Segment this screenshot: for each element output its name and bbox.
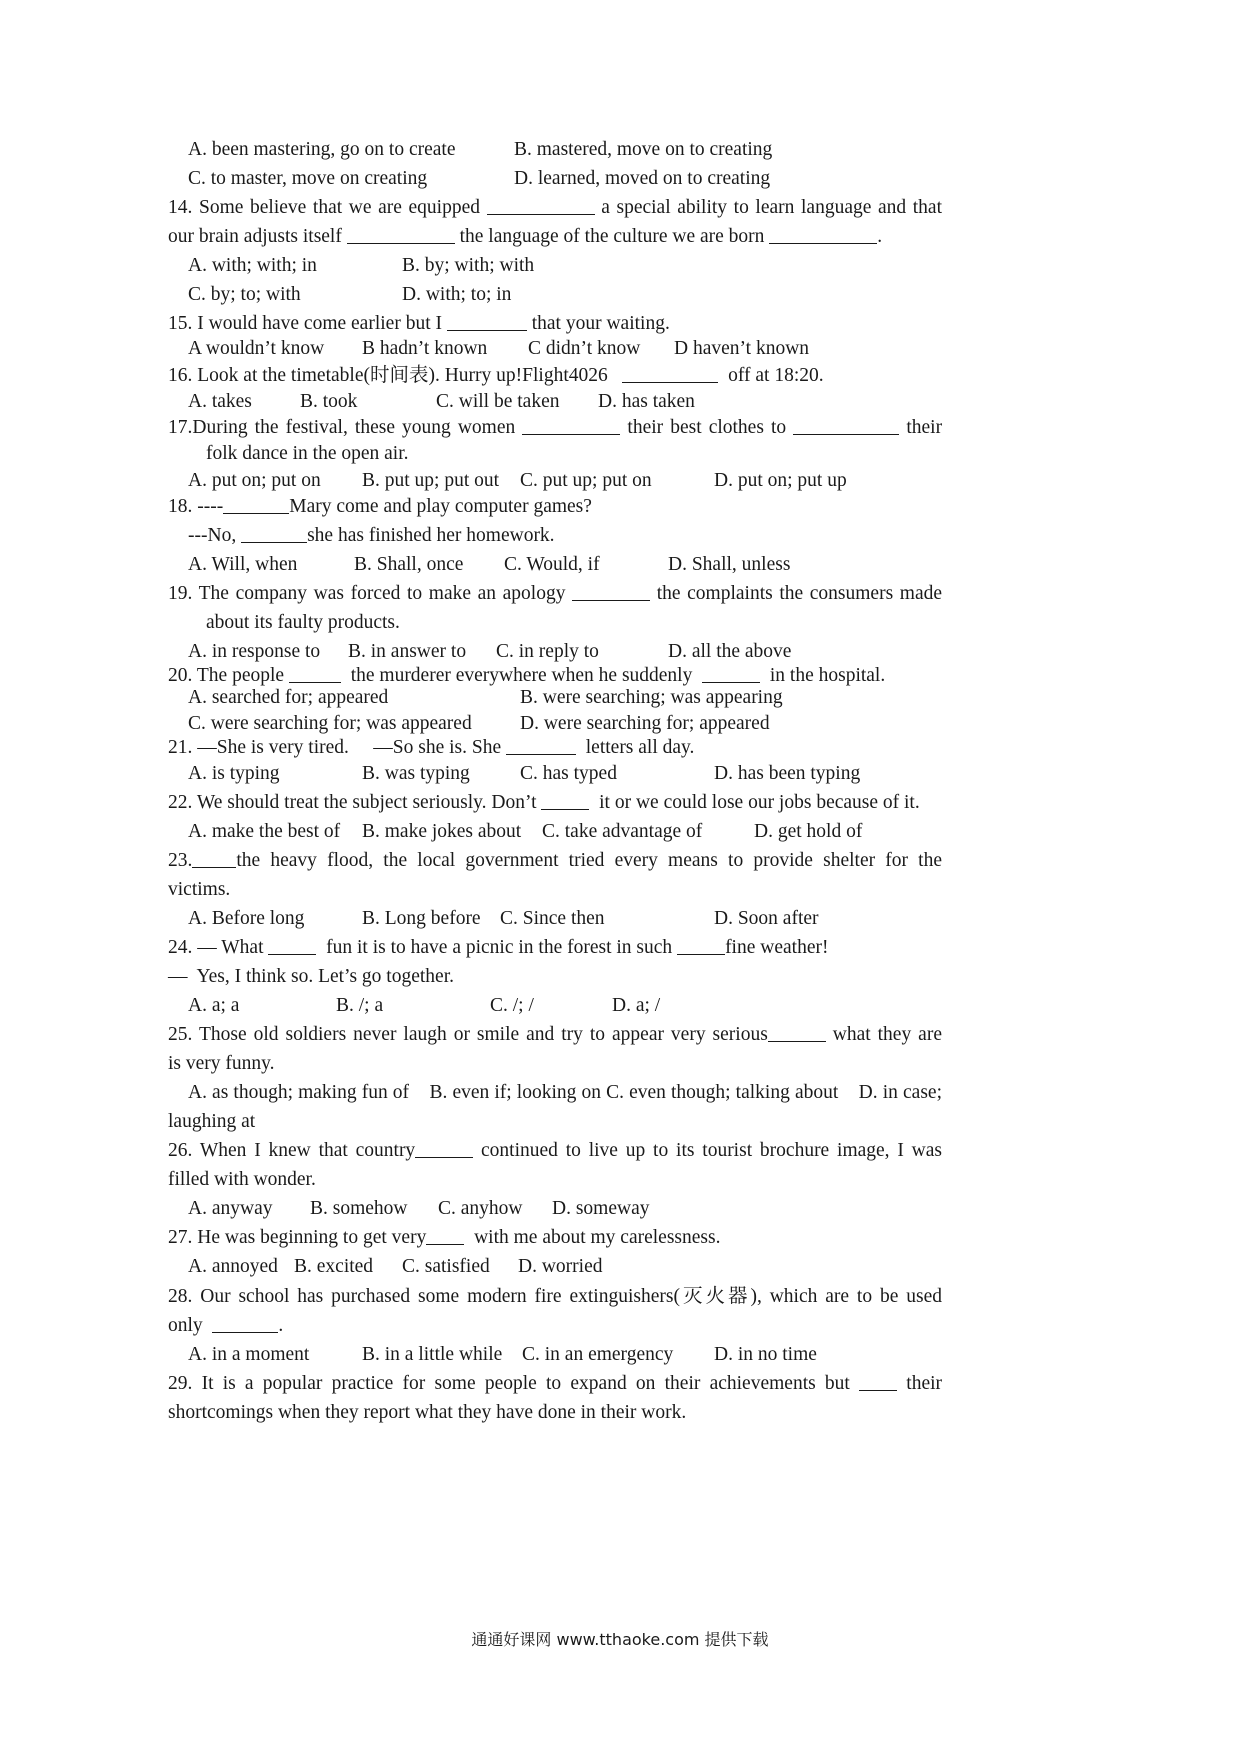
q25-options-line: A. as though; making fun of B. even if; looking on C. even though; talking about D. in case;: [188, 1082, 942, 1103]
q20-option-a: A. searched for; appeared: [188, 687, 389, 708]
q19-stem-line1: 19. The company was forced to make an apology the complaints the consumers made: [168, 578, 942, 610]
q23-option-b: B. Long before: [362, 908, 481, 929]
q26-option-b: B. somehow: [310, 1198, 408, 1219]
q20-stem: 20. The people the murderer everywhere when he suddenly in the hospital.: [168, 660, 1038, 692]
q14-option-a: A. with; with; in: [188, 255, 317, 276]
q17-option-b: B. put up; put out: [362, 470, 500, 491]
q25-stem-line2: is very funny.: [168, 1053, 275, 1074]
q23-blank: [192, 847, 236, 868]
q21-stem: 21. —She is very tired. —So she is. She letters all day.: [168, 732, 1038, 764]
q29-stem-line2: shortcomings when they report what they have done in their work.: [168, 1402, 687, 1423]
q21-options: [188, 758, 1058, 790]
q16-option-c: C. will be taken: [436, 391, 560, 412]
q28-option-c: C. in an emergency: [522, 1344, 674, 1365]
q17-blank-1: [522, 414, 620, 435]
q25-options-cont: laughing at: [168, 1111, 256, 1132]
q20-option-c: C. were searching for; was appeared: [188, 713, 472, 734]
q13-options-row1: [188, 134, 1058, 166]
q15-option-b: B hadn’t known: [362, 338, 488, 359]
q14-stem-line2: our brain adjusts itself the language of the culture we are born .: [168, 221, 942, 253]
q21-option-b: B. was typing: [362, 763, 470, 784]
q24-stem-line1: 24. — What fun it is to have a picnic in the forest in such fine weather!: [168, 932, 1038, 964]
q24-option-a: A. a; a: [188, 995, 240, 1016]
q22-blank: [541, 789, 589, 810]
q21-blank: [506, 734, 576, 755]
q14-stem-line1: 14. Some believe that we are equipped a special ability to learn language and that: [168, 192, 942, 224]
q14-blank-2: [347, 223, 455, 244]
q28-blank: [212, 1312, 278, 1333]
q20-option-d: D. were searching for; appeared: [520, 713, 770, 734]
q17-stem-line2: folk dance in the open air.: [206, 443, 409, 464]
q22-option-a: A. make the best of: [188, 821, 341, 842]
q13-option-d: D. learned, moved on to creating: [514, 168, 771, 189]
q17-blank-2: [793, 414, 899, 435]
q22-stem: 22. We should treat the subject seriously. Don’t it or we could lose our jobs because of it.: [168, 787, 1038, 819]
q21-option-a: A. is typing: [188, 763, 280, 784]
q18-blank-1: [223, 493, 289, 514]
q20-option-b: B. were searching; was appearing: [520, 687, 783, 708]
q26-blank: [415, 1137, 473, 1158]
q28-options: [188, 1339, 1058, 1371]
q16-option-d: D. has taken: [598, 391, 695, 412]
q29-blank: [859, 1370, 897, 1391]
q26-option-c: C. anyhow: [438, 1198, 523, 1219]
q13-option-a: A. been mastering, go on to create: [188, 139, 456, 160]
q27-option-b: B. excited: [294, 1256, 374, 1277]
q27-option-a: A. annoyed: [188, 1256, 278, 1277]
q23-option-a: A. Before long: [188, 908, 305, 929]
q13-option-b: B. mastered, move on to creating: [514, 139, 773, 160]
q16-blank: [622, 362, 718, 383]
q18-option-a: A. Will, when: [188, 554, 298, 575]
q26-option-d: D. someway: [552, 1198, 650, 1219]
q21-option-c: C. has typed: [520, 763, 617, 784]
q13-options-row2: [188, 163, 1058, 195]
q19-option-a: A. in response to: [188, 641, 321, 662]
q24-stem-line2: — Yes, I think so. Let’s go together.: [168, 966, 454, 987]
q23-stem-line2: victims.: [168, 879, 231, 900]
q28-option-a: A. in a moment: [188, 1344, 310, 1365]
q18-options: [188, 549, 1058, 581]
q28-stem-line1: 28. Our school has purchased some modern fire extinguishers(灭火器), which are to be used: [168, 1286, 942, 1307]
q21-option-d: D. has been typing: [714, 763, 861, 784]
q25-stem-line1: 25. Those old soldiers never laugh or smile and try to appear very serious what they are: [168, 1019, 942, 1051]
q29-stem-line1: 29. It is a popular practice for some people to expand on their achievements but their: [168, 1368, 942, 1400]
q24-option-d: D. a; /: [612, 995, 661, 1016]
q22-option-b: B. make jokes about: [362, 821, 522, 842]
q19-option-d: D. all the above: [668, 641, 792, 662]
q27-option-c: C. satisfied: [402, 1256, 490, 1277]
q27-stem: 27. He was beginning to get very with me about my carelessness.: [168, 1222, 1038, 1254]
q24-option-b: B. /; a: [336, 995, 384, 1016]
q28-option-b: B. in a little while: [362, 1344, 503, 1365]
q20-blank-2: [702, 662, 760, 683]
q24-option-c: C. /; /: [490, 995, 534, 1016]
q14-option-d: D. with; to; in: [402, 284, 512, 305]
q23-option-c: C. Since then: [500, 908, 605, 929]
q26-stem-line2: filled with wonder.: [168, 1169, 316, 1190]
q19-stem-line2: about its faulty products.: [206, 612, 400, 633]
q14-options-row2: [188, 279, 1058, 311]
q15-blank: [447, 310, 527, 331]
q19-blank: [572, 580, 650, 601]
q18-option-b: B. Shall, once: [354, 554, 464, 575]
q22-options: [188, 816, 1058, 848]
q23-options: [188, 903, 1058, 935]
q26-stem-line1: 26. When I knew that country continued to live up to its tourist brochure image, I was: [168, 1135, 942, 1167]
q14-option-c: C. by; to; with: [188, 284, 301, 305]
q26-option-a: A. anyway: [188, 1198, 273, 1219]
q23-stem-line1: 23. the heavy flood, the local government tried every means to provide shelter for the: [168, 845, 942, 877]
q18-option-c: C. Would, if: [504, 554, 600, 575]
q28-option-d: D. in no time: [714, 1344, 817, 1365]
q25-blank: [768, 1021, 826, 1042]
q18-stem-line2: ---No, she has finished her homework.: [188, 520, 1058, 552]
q23-option-d: D. Soon after: [714, 908, 819, 929]
q27-option-d: D. worried: [518, 1256, 603, 1277]
q14-options-row1: [188, 250, 1058, 282]
q17-option-d: D. put on; put up: [714, 470, 847, 491]
q14-blank-3: [769, 223, 877, 244]
q17-stem-line1: 17.During the festival, these young women their best clothes to their: [168, 412, 942, 444]
q17-option-a: A. put on; put on: [188, 470, 321, 491]
q19-option-b: B. in answer to: [348, 641, 467, 662]
q13-option-c: C. to master, move on creating: [188, 168, 428, 189]
q18-stem-line1: 18. ---- Mary come and play computer games?: [168, 491, 1038, 523]
q18-option-d: D. Shall, unless: [668, 554, 791, 575]
q20-blank-1: [289, 662, 341, 683]
q14-blank-1: [487, 194, 595, 215]
q27-blank: [426, 1224, 464, 1245]
q15-option-a: A wouldn’t know: [188, 338, 325, 359]
footer-source: 通通好课网 www.tthaoke.com 提供下载: [471, 1630, 769, 1649]
q16-option-a: A. takes: [188, 391, 252, 412]
q15-stem: 15. I would have come earlier but I that your waiting.: [168, 308, 1038, 340]
q15-option-c: C didn’t know: [528, 338, 641, 359]
q18-blank-2: [241, 522, 307, 543]
q16-option-b: B. took: [300, 391, 358, 412]
q28-stem-line2: only .: [168, 1310, 1038, 1342]
q24-blank-2: [677, 934, 725, 955]
q19-option-c: C. in reply to: [496, 641, 599, 662]
q26-options: [188, 1193, 1058, 1225]
q22-option-d: D. get hold of: [754, 821, 863, 842]
q22-option-c: C. take advantage of: [542, 821, 703, 842]
q15-option-d: D haven’t known: [674, 338, 810, 359]
q17-option-c: C. put up; put on: [520, 470, 652, 491]
q16-stem: 16. Look at the timetable(时间表). Hurry up!Flight4026 off at 18:20.: [168, 360, 1038, 392]
q27-options: [188, 1251, 1058, 1283]
q24-options: [188, 990, 1058, 1022]
q14-option-b: B. by; with; with: [402, 255, 535, 276]
q24-blank-1: [268, 934, 316, 955]
